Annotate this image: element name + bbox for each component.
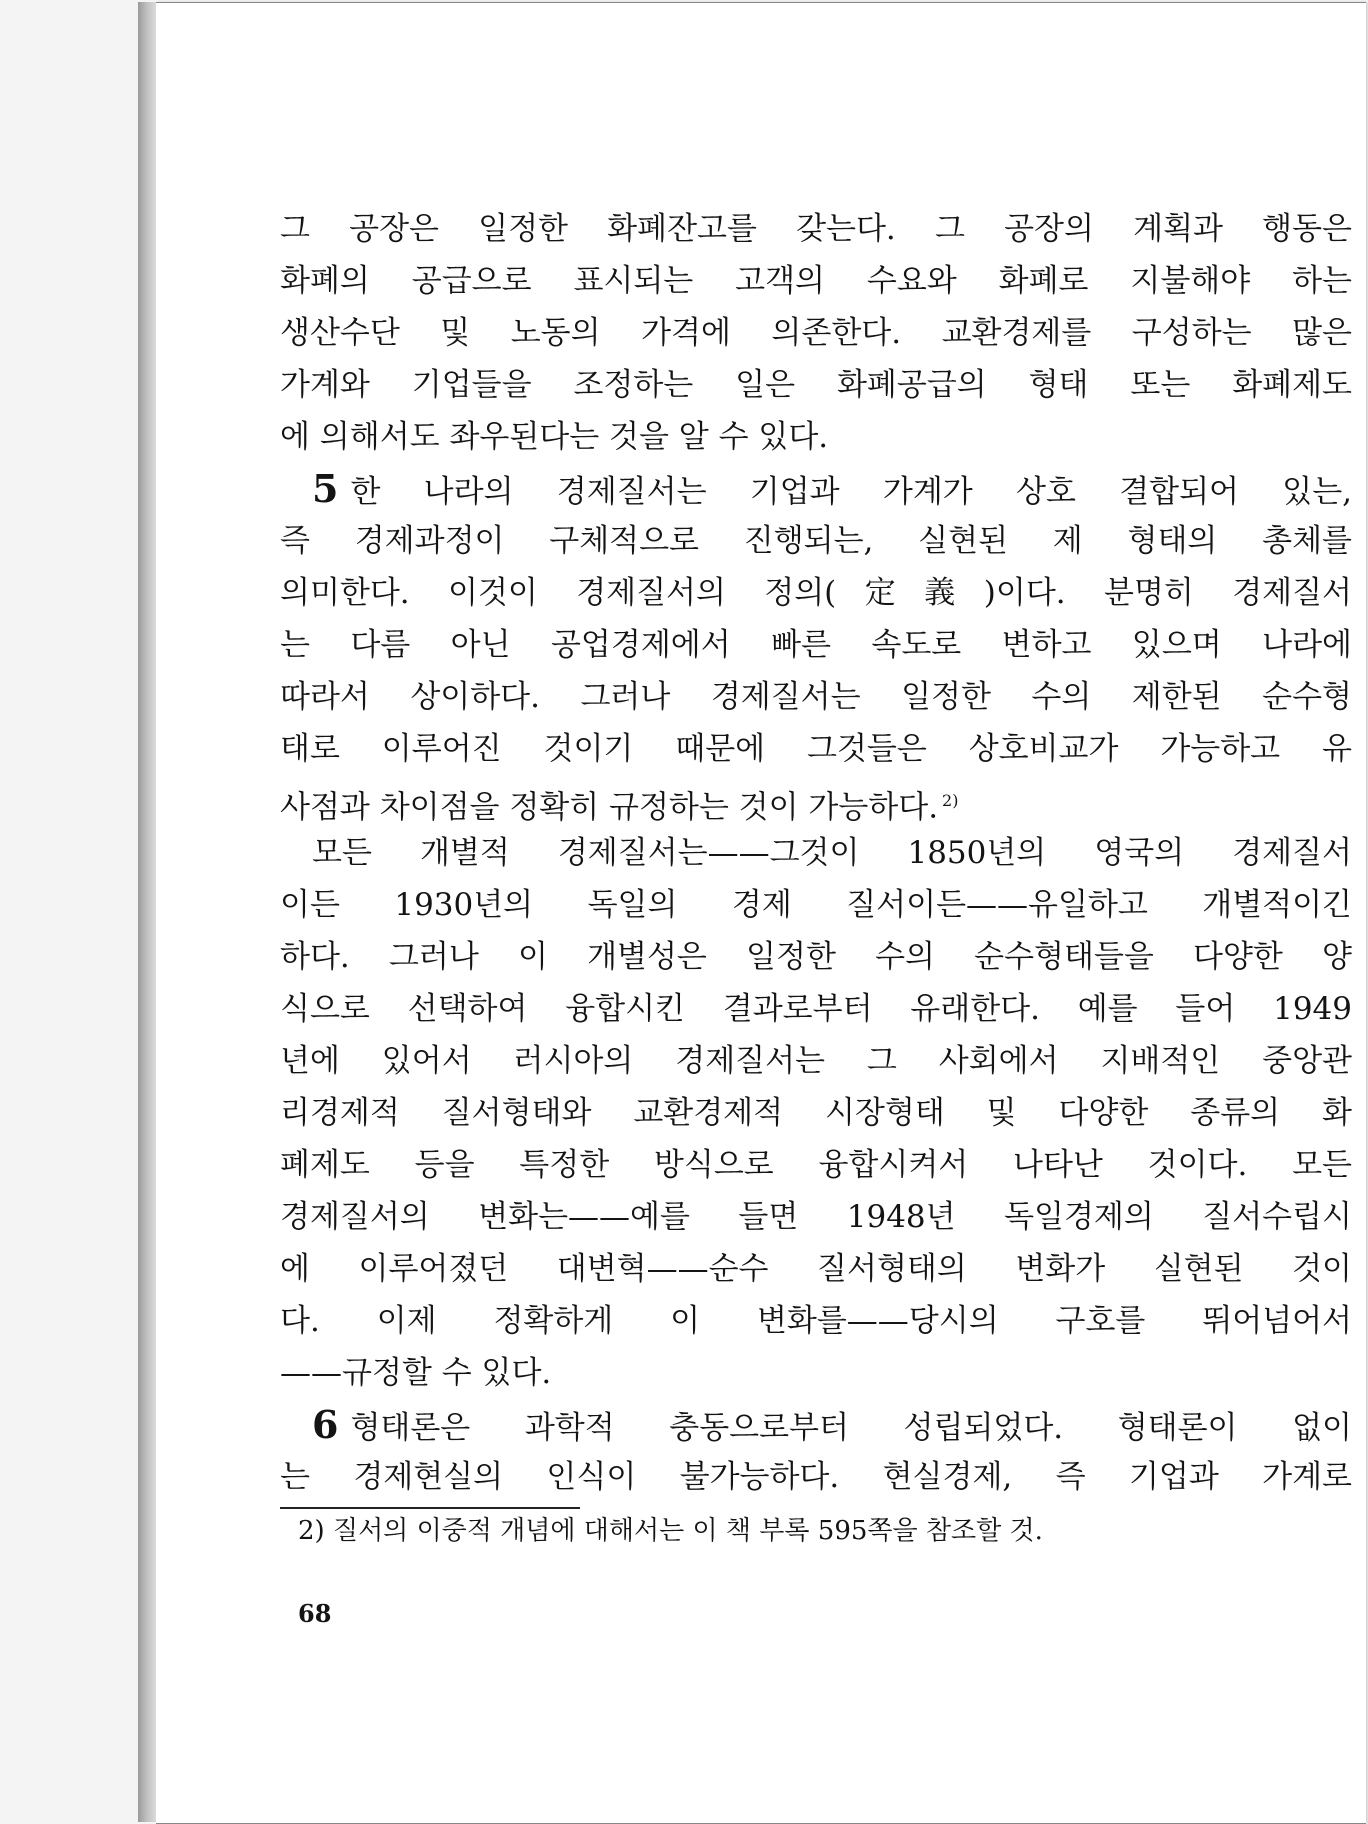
text-line: 경제질서의 변화는——예를 들면 1948년 독일경제의 질서수립시 (280, 1199, 1352, 1235)
text-line (280, 463, 1352, 515)
text-line: 그 공장은 일정한 화폐잔고를 갖는다. 그 공장의 계획과 행동은 (280, 211, 1352, 247)
page-number: 68 (298, 1599, 332, 1628)
text-line: 는 다름 아닌 공업경제에서 빠른 속도로 변하고 있으며 나라에 (280, 627, 1352, 663)
text-line (280, 1399, 1352, 1451)
text-span: 형태론은 과학적 충동으로부터 성립되었다. 형태론이 없이 (350, 1410, 1352, 1446)
text-line: 에 의해서도 좌우된다는 것을 알 수 있다. (280, 419, 829, 455)
footnote-reference[interactable]: 2) (942, 791, 959, 810)
book-page (156, 2, 1366, 1824)
text-line: 생산수단 및 노동의 가격에 의존한다. 교환경제를 구성하는 많은 (280, 315, 1352, 351)
text-line: 화폐의 공급으로 표시되는 고객의 수요와 화폐로 지불해야 하는 (280, 263, 1352, 299)
text-span: 사점과 차이점을 정확히 규정하는 것이 가능하다. (280, 789, 939, 826)
text-line (280, 775, 1352, 827)
text-line: 따라서 상이하다. 그러나 경제질서는 일정한 수의 제한된 순수형 (280, 679, 1352, 715)
text-line: 리경제적 질서형태와 교환경제적 시장형태 및 다양한 종류의 화 (280, 1095, 1352, 1131)
text-line: 식으로 선택하여 융합시킨 결과로부터 유래한다. 예를 들어 1949 (280, 991, 1352, 1027)
section-number: 6 (312, 1402, 339, 1447)
footnote-divider (280, 1507, 580, 1509)
text-span: 한 나라의 경제질서는 기업과 가계가 상호 결합되어 있는, (350, 474, 1352, 510)
text-line: ——규정할 수 있다. (280, 1355, 552, 1391)
text-line: 즉 경제과정이 구체적으로 진행되는, 실현된 제 형태의 총체를 (280, 523, 1352, 559)
text-line: 폐제도 등을 특정한 방식으로 융합시켜서 나타난 것이다. 모든 (280, 1147, 1352, 1183)
text-line: 태로 이루어진 것이기 때문에 그것들은 상호비교가 가능하고 유 (280, 731, 1352, 767)
body-text (280, 203, 1352, 1503)
text-line: 에 이루어졌던 대변혁——순수 질서형태의 변화가 실현된 것이 (280, 1251, 1352, 1287)
text-line: 년에 있어서 러시아의 경제질서는 그 사회에서 지배적인 중앙관 (280, 1043, 1352, 1079)
text-line: 의미한다. 이것이 경제질서의 정의(定義)이다. 분명히 경제질서 (280, 575, 1352, 611)
footnote: 2) 질서의 이중적 개념에 대해서는 이 책 부록 595쪽을 참조할 것. (298, 1516, 1043, 1546)
text-line: 하다. 그러나 이 개별성은 일정한 수의 순수형태들을 다양한 양 (280, 939, 1352, 975)
text-line: 다. 이제 정확하게 이 변화를——당시의 구호를 뛰어넘어서 (280, 1303, 1352, 1339)
text-line: 모든 개별적 경제질서는——그것이 1850년의 영국의 경제질서 (312, 835, 1352, 871)
section-number: 5 (312, 466, 339, 511)
text-line: 이든 1930년의 독일의 경제 질서이든——유일하고 개별적이긴 (280, 887, 1352, 923)
text-line: 는 경제현실의 인식이 불가능하다. 현실경제, 즉 기업과 가계로 (280, 1459, 1352, 1495)
page-edge-shadow (138, 2, 158, 1822)
text-line: 가계와 기업들을 조정하는 일은 화폐공급의 형태 또는 화폐제도 (280, 367, 1352, 403)
